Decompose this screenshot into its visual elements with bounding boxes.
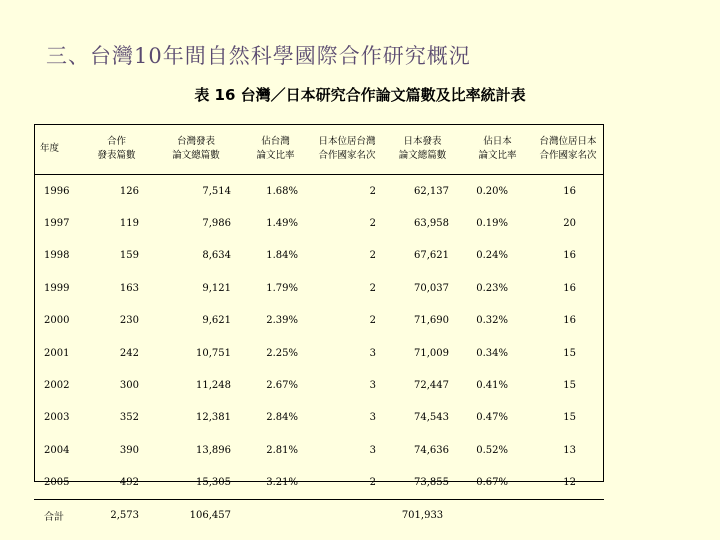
table-row	[34, 240, 604, 272]
column-header	[382, 124, 463, 175]
table-total-row	[34, 499, 604, 532]
table-cell: 0.67%	[476, 477, 508, 489]
table-cell: 2	[369, 315, 376, 327]
column-header-line: 台灣發表	[176, 136, 215, 147]
table-cell: 74,636	[414, 444, 449, 456]
table-cell: 1999	[44, 282, 70, 294]
table-cell: 2.25%	[266, 347, 298, 359]
table-cell: 9,621	[202, 315, 231, 327]
column-header	[34, 124, 80, 175]
table-cell: 0.23%	[476, 282, 508, 294]
table-cell: 126	[119, 185, 139, 197]
table-cell: 2	[369, 250, 376, 262]
table-cell: 2	[369, 477, 376, 489]
table-cell: 0.41%	[476, 380, 508, 392]
table-cell: 2	[369, 185, 376, 197]
table-cell: 67,621	[414, 250, 449, 262]
table-cell: 16	[563, 250, 576, 262]
total-cell	[312, 499, 382, 532]
table-cell: 62,137	[414, 185, 449, 197]
table-caption: 表 16 台灣／日本研究合作論文篇數及比率統計表	[194, 86, 526, 104]
column-header	[312, 124, 382, 175]
table-cell: 492	[119, 477, 139, 489]
table-cell: 15	[563, 380, 576, 392]
table-cell: 1998	[44, 250, 70, 262]
table-row	[34, 305, 604, 337]
table-cell: 2003	[44, 412, 70, 424]
column-header-line: 日本位居台灣	[318, 136, 376, 147]
table-cell: 0.34%	[476, 347, 508, 359]
table-cell: 119	[119, 218, 139, 230]
table-cell: 0.47%	[476, 412, 508, 424]
table-cell: 390	[119, 444, 139, 456]
table-cell: 352	[119, 412, 139, 424]
total-cell	[532, 499, 604, 532]
table-cell: 16	[563, 315, 576, 327]
total-cell	[463, 499, 532, 532]
table-cell: 12	[563, 477, 576, 489]
table-cell: 15	[563, 347, 576, 359]
table-cell: 74,543	[414, 412, 449, 424]
table-cell: 7,514	[202, 185, 231, 197]
table-cell: 9,121	[202, 282, 231, 294]
table-cell: 0.20%	[476, 185, 508, 197]
table-cell: 300	[119, 380, 139, 392]
table-cell: 16	[563, 185, 576, 197]
table-cell: 3	[369, 412, 376, 424]
column-header-line: 論文總篇數	[398, 150, 447, 161]
table-cell: 13,896	[196, 444, 231, 456]
total-cell: 2,573	[80, 499, 153, 532]
table-cell: 13	[563, 444, 576, 456]
table-cell: 70,037	[414, 282, 449, 294]
table-cell: 2.39%	[266, 315, 298, 327]
total-cell: 合計	[34, 499, 80, 532]
column-header-line: 論文比率	[478, 150, 517, 161]
statistics-table	[34, 124, 604, 532]
table-cell: 2.84%	[266, 412, 298, 424]
table-cell: 10,751	[196, 347, 231, 359]
table-row	[34, 467, 604, 500]
table-cell: 1.84%	[266, 250, 298, 262]
table-cell: 3	[369, 380, 376, 392]
column-header-line: 台灣位居日本	[539, 136, 597, 147]
table-cell: 15	[563, 412, 576, 424]
table-cell: 2004	[44, 444, 70, 456]
table-cell: 2002	[44, 380, 70, 392]
table-cell: 11,248	[196, 380, 231, 392]
table-cell: 71,690	[414, 315, 449, 327]
total-cell: 701,933	[382, 499, 463, 532]
table-cell: 1.68%	[266, 185, 298, 197]
table-cell: 73,855	[414, 477, 449, 489]
table-cell: 63,958	[414, 218, 449, 230]
table-cell: 2005	[44, 477, 70, 489]
column-header	[153, 124, 239, 175]
table-cell: 0.52%	[476, 444, 508, 456]
table-cell: 2	[369, 218, 376, 230]
total-cell: 106,457	[153, 499, 239, 532]
column-header-line: 年度	[40, 143, 60, 154]
table-cell: 3	[369, 444, 376, 456]
table-cell: 12,381	[196, 412, 231, 424]
table-cell: 15,305	[196, 477, 231, 489]
table-cell: 2	[369, 282, 376, 294]
total-cell	[239, 499, 312, 532]
table-row	[34, 337, 604, 369]
column-header-line: 論文比率	[256, 150, 295, 161]
table-cell: 3.21%	[266, 477, 298, 489]
table-cell: 20	[563, 218, 576, 230]
table-cell: 0.19%	[476, 218, 508, 230]
table-row	[34, 272, 604, 304]
table-cell: 163	[119, 282, 139, 294]
column-header	[532, 124, 604, 175]
table-cell: 1996	[44, 185, 70, 197]
table-row	[34, 434, 604, 466]
column-header	[80, 124, 153, 175]
slide-title: 三、台灣10年間自然科學國際合作研究概況	[46, 44, 471, 68]
table-cell: 2.81%	[266, 444, 298, 456]
table-cell: 7,986	[202, 218, 231, 230]
table-cell: 72,447	[414, 380, 449, 392]
column-header-line: 合作	[106, 136, 126, 147]
table-cell: 2000	[44, 315, 70, 327]
column-header-line: 發表篇數	[97, 150, 136, 161]
table-cell: 159	[119, 250, 139, 262]
column-header-line: 佔日本	[483, 136, 512, 147]
column-header-line: 合作國家名次	[539, 150, 597, 161]
table-header-row	[34, 124, 604, 175]
table-row	[34, 175, 604, 208]
table-row	[34, 402, 604, 434]
column-header-line: 佔台灣	[261, 136, 290, 147]
table-cell: 1.79%	[266, 282, 298, 294]
column-header	[463, 124, 532, 175]
table-row	[34, 369, 604, 401]
table-cell: 1.49%	[266, 218, 298, 230]
column-header-line: 論文總篇數	[172, 150, 220, 161]
table-row	[34, 207, 604, 239]
table-cell: 230	[119, 315, 139, 327]
column-header-line: 合作國家名次	[318, 150, 376, 161]
table-cell: 8,634	[202, 250, 231, 262]
table-cell: 16	[563, 282, 576, 294]
column-header	[239, 124, 312, 175]
table-cell: 71,009	[414, 347, 449, 359]
column-header-line: 日本發表	[403, 136, 442, 147]
table-cell: 2.67%	[266, 380, 298, 392]
table-cell: 0.32%	[476, 315, 508, 327]
table-cell: 3	[369, 347, 376, 359]
table-cell: 1997	[44, 218, 70, 230]
table-cell: 2001	[44, 347, 70, 359]
table-cell: 0.24%	[476, 250, 508, 262]
table-cell: 242	[119, 347, 139, 359]
